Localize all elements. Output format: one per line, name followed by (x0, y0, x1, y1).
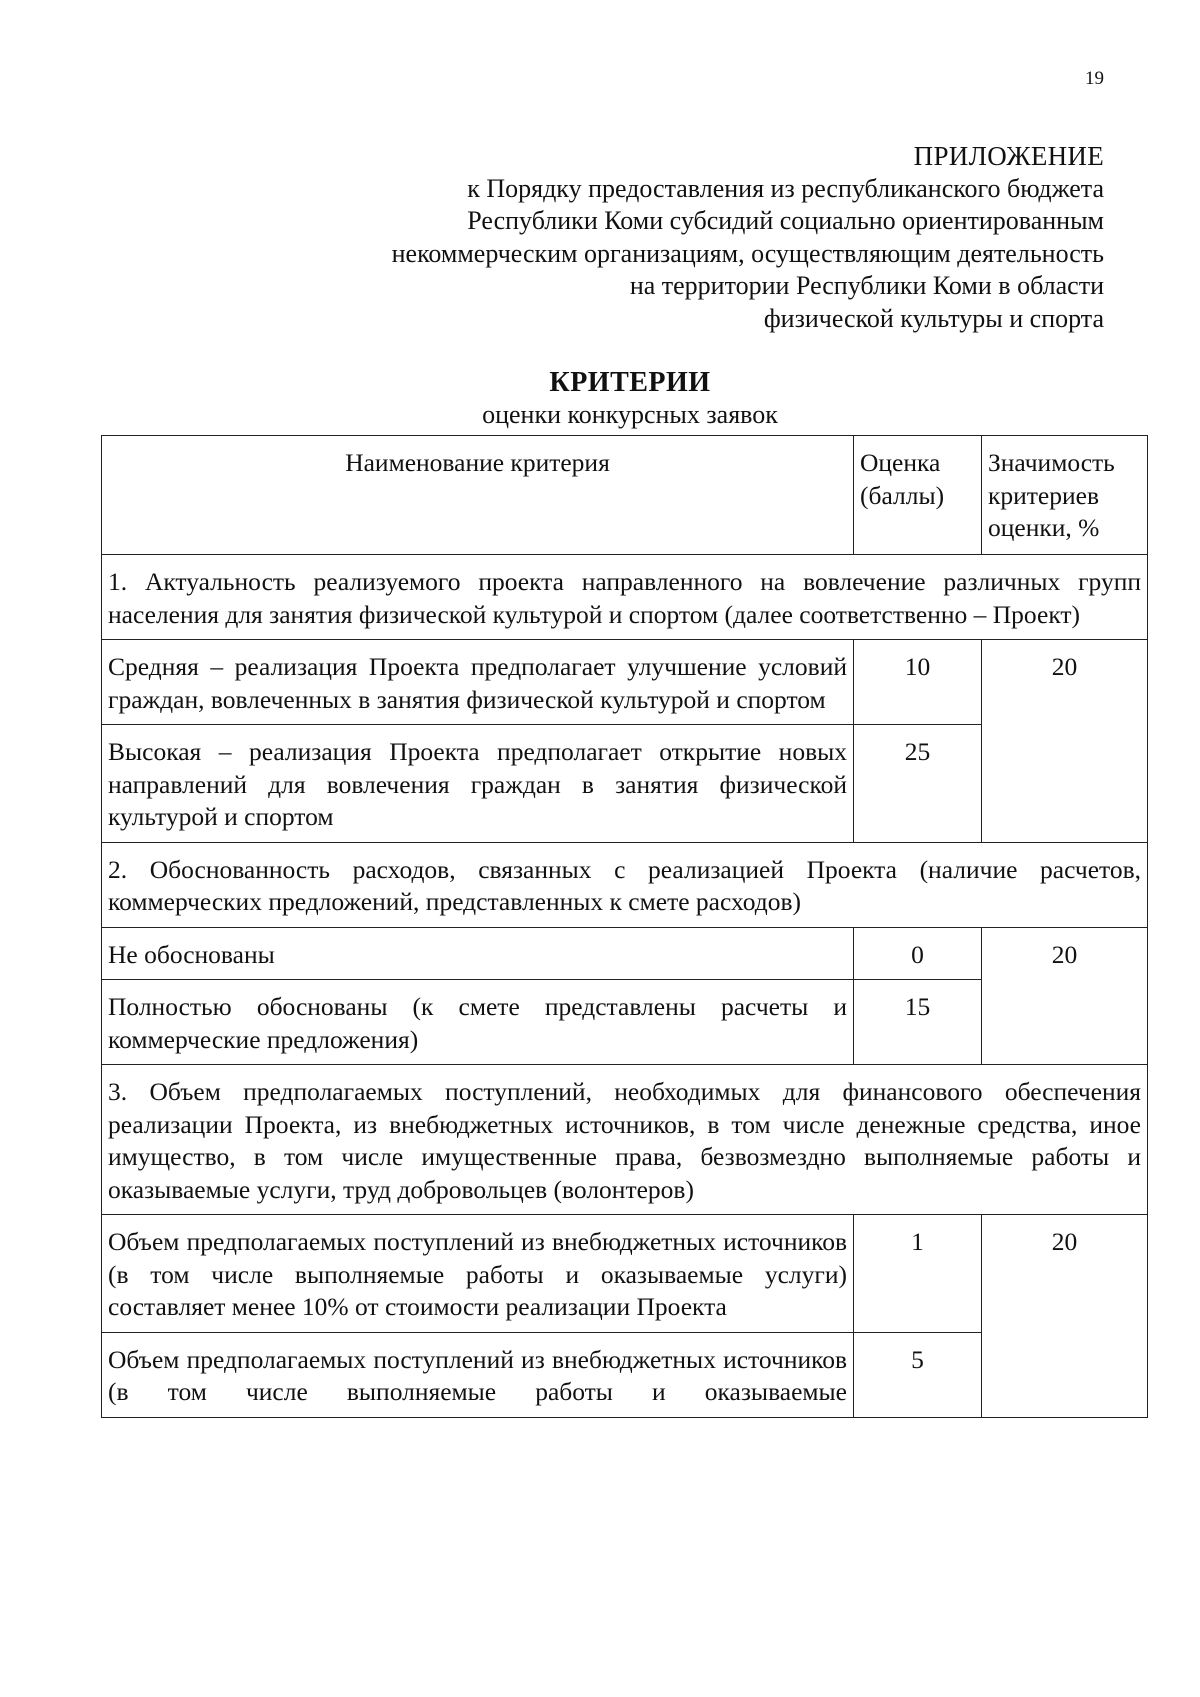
page-number: 19 (1085, 68, 1104, 89)
criteria-table (101, 435, 1148, 1418)
section-row (102, 842, 1148, 927)
header-score: Оценка (баллы) (854, 436, 982, 555)
section-title: 3. Объем предполагаемых поступлений, необходимых для финансового обеспечения реализации Проекта, из внебюджетных источников, в том числе денежные средства, иное имущество, в том числе имущественные права, безвозмездно выполняемые работы и оказываемые услуги, труд добровольцев (волонтеров) (102, 1065, 1148, 1215)
appendix-line: к Порядку предоставления из республиканского бюджета (467, 173, 1104, 203)
section-row (102, 555, 1148, 640)
header-weight: Значимость критериев оценки, % (982, 436, 1148, 555)
appendix-line: физической культуры и спорта (763, 303, 1104, 333)
criterion-text: Объем предполагаемых поступлений из внебюджетных источников (в том числе выполняемые работы и оказываемые (102, 1332, 854, 1417)
table-row (102, 927, 1148, 980)
appendix-title: ПРИЛОЖЕНИЕ (913, 141, 1104, 171)
criterion-text: Средняя – реализация Проекта предполагает улучшение условий граждан, вовлеченных в занятия физической культурой и спортом (102, 640, 854, 725)
section-title: 1. Актуальность реализуемого проекта направленного на вовлечение различных групп населения для занятия физической культурой и спортом (далее соответственно – Проект) (102, 555, 1148, 640)
document-title: КРИТЕРИИ (549, 367, 711, 398)
criterion-weight: 20 (982, 640, 1148, 843)
criterion-score: 25 (854, 725, 982, 843)
document-subtitle: оценки конкурсных заявок (482, 400, 778, 429)
header-criterion-name: Наименование критерия (102, 436, 854, 555)
criterion-text: Объем предполагаемых поступлений из внебюджетных источников (в том числе выполняемые работы и оказываемые услуги) составляет менее 10% от стоимости реализации Проекта (102, 1215, 854, 1333)
criterion-weight: 20 (982, 1215, 1148, 1418)
section-title: 2. Обоснованность расходов, связанных с реализацией Проекта (наличие расчетов, коммерческих предложений, представленных к смете расходов) (102, 842, 1148, 927)
appendix-line: на территории Республики Коми в области (629, 271, 1104, 300)
table-header-row (102, 436, 1148, 555)
criterion-score: 15 (854, 980, 982, 1065)
appendix-line: некоммерческим организациям, осуществляющим деятельность (391, 238, 1104, 268)
criterion-weight: 20 (982, 927, 1148, 1065)
criterion-score: 5 (854, 1332, 982, 1417)
criterion-text: Полностью обоснованы (к смете представлены расчеты и коммерческие предложения) (102, 980, 854, 1065)
criterion-text: Высокая – реализация Проекта предполагает открытие новых направлений для вовлечения граждан в занятия физической культурой и спортом (102, 725, 854, 843)
appendix-line: Республики Коми субсидий социально ориентированным (467, 206, 1104, 235)
table-row (102, 640, 1148, 725)
criterion-text: Не обоснованы (102, 927, 854, 980)
criterion-score: 10 (854, 640, 982, 725)
criterion-score: 1 (854, 1215, 982, 1333)
appendix-header (204, 140, 1104, 335)
section-row (102, 1065, 1148, 1215)
table-row (102, 1215, 1148, 1333)
criterion-score: 0 (854, 927, 982, 980)
